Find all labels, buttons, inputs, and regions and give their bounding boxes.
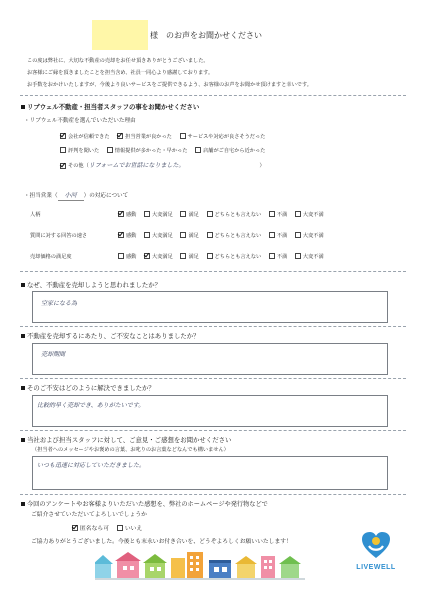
bullet-icon xyxy=(21,283,25,287)
rating-label-price: 売却価格の満足度 xyxy=(30,254,72,260)
bullet-icon xyxy=(21,105,25,109)
rating-checkbox[interactable] xyxy=(269,232,275,238)
rating-checkbox[interactable] xyxy=(269,211,275,217)
intro-line-3: お手数をおかけいたしますが、今後より良いサービスをご提供できるよう、お客様のお声をお聞かせ頂けますと幸いです。 xyxy=(27,82,312,88)
feedback-answer-box[interactable] xyxy=(32,456,388,490)
reason-checkbox-info[interactable] xyxy=(107,147,113,153)
bullet-icon xyxy=(21,502,25,506)
rating-checkbox[interactable] xyxy=(180,211,186,217)
intro-line-1: この度は弊社に、大切な不動産の売却をお任せ頂きありがとうございました。 xyxy=(27,58,209,64)
agent-question: ・担当営業（ 小河 ）の対応について xyxy=(24,192,129,199)
divider xyxy=(20,271,406,272)
rating-checkbox[interactable] xyxy=(295,232,301,238)
rating-checkbox[interactable] xyxy=(295,253,301,259)
divider xyxy=(20,378,406,379)
intro-line-2: お客様にご縁を頂きましたことを担当含め、社員一同心より感謝しております。 xyxy=(27,70,214,76)
solve-answer: 比較的早く売却でき、ありがたいです。 xyxy=(37,402,145,409)
divider xyxy=(20,430,406,431)
reasons-row-1: 会社が信頼できた 担当営業が良かった サービスや対応が良さそうだった xyxy=(60,133,271,140)
houses-illustration xyxy=(95,552,345,582)
rating-checkbox[interactable] xyxy=(144,232,150,238)
rating-checkbox[interactable] xyxy=(295,211,301,217)
reason-sell-title: なぜ、不動産を売却しようと思われましたか？ xyxy=(21,280,161,289)
rating-checkbox[interactable] xyxy=(269,253,275,259)
divider xyxy=(20,95,406,96)
redacted-name xyxy=(92,20,148,50)
rating-row-personality: 感動 大変満足 満足 どちらとも言えない 不満 大変不満 xyxy=(118,211,330,218)
reason-checkbox-reputation[interactable] xyxy=(60,147,66,153)
reason-question: ・リブウェル不動産を選んでいただいた理由 xyxy=(24,118,136,124)
feedback-title: 当社および担当スタッフに対して、ご意見・ご感想をお聞かせください xyxy=(21,435,231,444)
worry-answer: 売却期間 xyxy=(41,351,66,358)
rating-checkbox[interactable] xyxy=(118,211,124,217)
agent-name-handwritten: 小河 xyxy=(58,192,84,201)
reason-other-handwritten: リフォームでお世話になりました。 xyxy=(88,162,182,169)
reason-checkbox-service[interactable] xyxy=(180,133,186,139)
rating-checkbox[interactable] xyxy=(180,232,186,238)
livewell-logo xyxy=(348,530,404,582)
solve-answer-box[interactable] xyxy=(32,395,388,427)
rating-checkbox[interactable] xyxy=(207,253,213,259)
reason-sell-answer-box[interactable] xyxy=(32,291,388,323)
feedback-subtitle: （担当者へのメッセージやお褒めの言葉、お叱りのお言葉などなんでも構いません） xyxy=(32,447,229,453)
worry-answer-box[interactable] xyxy=(32,343,388,375)
rating-checkbox[interactable] xyxy=(207,232,213,238)
reason-checkbox-company[interactable] xyxy=(60,133,66,139)
rating-label-personality: 人柄 xyxy=(30,212,41,218)
publish-title: 今回のアンケートやお客様よりいただいた感想を、弊社のホームページや発行物などで xyxy=(21,499,268,508)
publish-line-2: ご紹介させていただいてよろしいでしょうか xyxy=(31,512,147,518)
bullet-icon xyxy=(21,438,25,442)
page-title: 様 のお声をお聞かせください xyxy=(150,31,262,40)
rating-label-speed: 質問に対する回答の速さ xyxy=(30,233,88,239)
rating-row-speed: 感動 大変満足 満足 どちらとも言えない 不満 大変不満 xyxy=(118,232,330,239)
rating-checkbox[interactable] xyxy=(180,253,186,259)
reason-checkbox-other[interactable] xyxy=(60,163,66,169)
feedback-answer: いつも迅速に対応していただきました。 xyxy=(37,462,146,469)
bullet-icon xyxy=(21,386,25,390)
publish-options: 匿名なら可 いいえ xyxy=(72,525,148,533)
rating-checkbox[interactable] xyxy=(207,211,213,217)
livewell-logo-icon xyxy=(360,530,392,560)
livewell-logo-text: LIVEWELL xyxy=(356,564,396,571)
rating-checkbox[interactable] xyxy=(118,232,124,238)
rating-checkbox[interactable] xyxy=(144,211,150,217)
rating-row-price: 感動 大変満足 満足 どちらとも言えない 不満 大変不満 xyxy=(118,253,330,260)
bullet-icon xyxy=(21,334,25,338)
reason-checkbox-agent[interactable] xyxy=(117,133,123,139)
solve-title: そのご不安はどのように解決できましたか？ xyxy=(21,383,155,392)
rating-checkbox[interactable] xyxy=(144,253,150,259)
publish-checkbox-no[interactable] xyxy=(117,525,123,531)
rating-checkbox[interactable] xyxy=(118,253,124,259)
thanks-message: ご協力ありがとうございました。今後とも末永いお付き合いを、どうぞよろしくお願いいたします！ xyxy=(31,539,292,545)
worry-title: 不動産を売却するにあたり、ご不安なことはありましたか？ xyxy=(21,331,200,340)
divider xyxy=(20,326,406,327)
section1-title: リブウェル不動産・担当者スタッフの事をお聞かせください xyxy=(21,102,199,111)
reason-other-row: その他（リフォームでお世話になりました。 ） xyxy=(60,162,265,170)
divider xyxy=(20,494,406,495)
publish-checkbox-anonymous[interactable] xyxy=(72,525,78,531)
reason-sell-answer: 空家になる為 xyxy=(41,300,78,307)
reasons-row-2: 評判を聞いた 情報提供が多かった・早かった 店舗がご自宅から近かった xyxy=(60,147,271,154)
reason-checkbox-nearby[interactable] xyxy=(195,147,201,153)
